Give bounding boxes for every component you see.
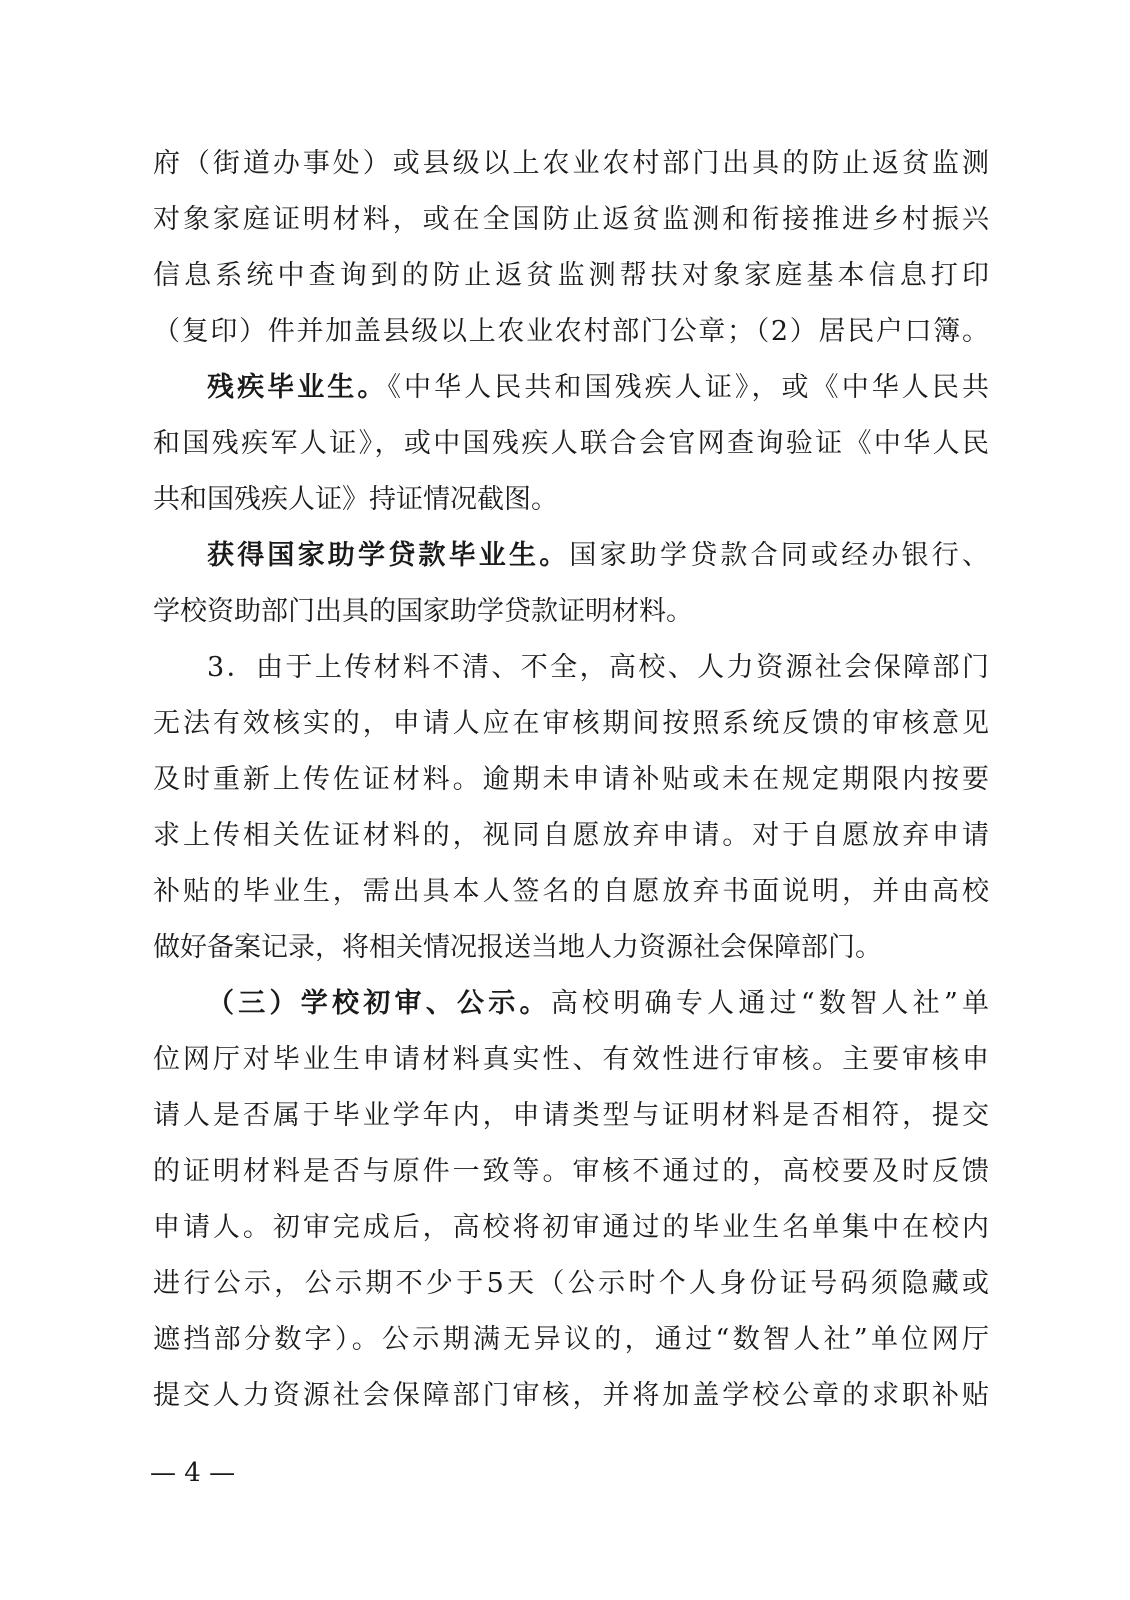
text-line: （复印）件并加盖县级以上农业农村部门公章；（2）居民户口簿。: [153, 316, 989, 347]
text-line: 求上传相关佐证材料的，视同自愿放弃申请。对于自愿放弃申请: [153, 820, 989, 851]
text-line: 位网厅对毕业生申请材料真实性、有效性进行审核。主要审核申: [153, 1044, 989, 1075]
text-line: 3．由于上传材料不清、不全，高校、人力资源社会保障部门: [207, 652, 989, 683]
text-span: 国家助学贷款合同或经办银行、: [569, 540, 989, 571]
section-heading: （三）学校初审、公示。: [207, 988, 551, 1019]
text-line: 的证明材料是否与原件一致等。审核不通过的，高校要及时反馈: [153, 1156, 989, 1187]
text-line: 信息系统中查询到的防止返贫监测帮扶对象家庭基本信息打印: [153, 260, 989, 291]
text-line: 及时重新上传佐证材料。逾期未申请补贴或未在规定期限内按要: [153, 764, 989, 795]
text-line: [207, 528, 989, 584]
text-span: 高校明确专人通过“数智人社”单: [550, 988, 989, 1019]
paragraph-heading: 残疾毕业生。: [207, 372, 388, 403]
text-line: [207, 976, 989, 1032]
text-line: 补贴的毕业生，需出具本人签名的自愿放弃书面说明，并由高校: [153, 876, 989, 907]
text-line: 学校资助部门出具的国家助学贷款证明材料。: [153, 596, 693, 627]
text-line: 进行公示，公示期不少于5天（公示时个人身份证号码须隐藏或: [153, 1268, 989, 1299]
text-line: 共和国残疾人证》持证情况截图。: [153, 484, 558, 515]
text-line: 申请人。初审完成后，高校将初审通过的毕业生名单集中在校内: [153, 1212, 989, 1243]
text-span: 《中华人民共和国残疾人证》，或《中华人民共: [387, 372, 989, 403]
text-line: 无法有效核实的，申请人应在审核期间按照系统反馈的审核意见: [153, 708, 989, 739]
text-line: 做好备案记录，将相关情况报送当地人力资源社会保障部门。: [153, 932, 882, 963]
text-line: 对象家庭证明材料，或在全国防止返贫监测和衔接推进乡村振兴: [153, 204, 989, 235]
text-line: 和国残疾军人证》，或中国残疾人联合会官网查询验证《中华人民: [153, 428, 989, 459]
text-line: 请人是否属于毕业学年内，申请类型与证明材料是否相符，提交: [153, 1100, 989, 1131]
text-line: [207, 360, 989, 416]
text-line: 府（街道办事处）或县级以上农业农村部门出具的防止返贫监测: [153, 148, 989, 179]
paragraph-heading: 获得国家助学贷款毕业生。: [207, 540, 570, 571]
text-line: 提交人力资源社会保障部门审核，并将加盖学校公章的求职补贴: [153, 1380, 989, 1411]
page-number: — 4 —: [150, 1458, 236, 1488]
text-line: 遮挡部分数字）。公示期满无异议的，通过“数智人社”单位网厅: [153, 1324, 989, 1355]
